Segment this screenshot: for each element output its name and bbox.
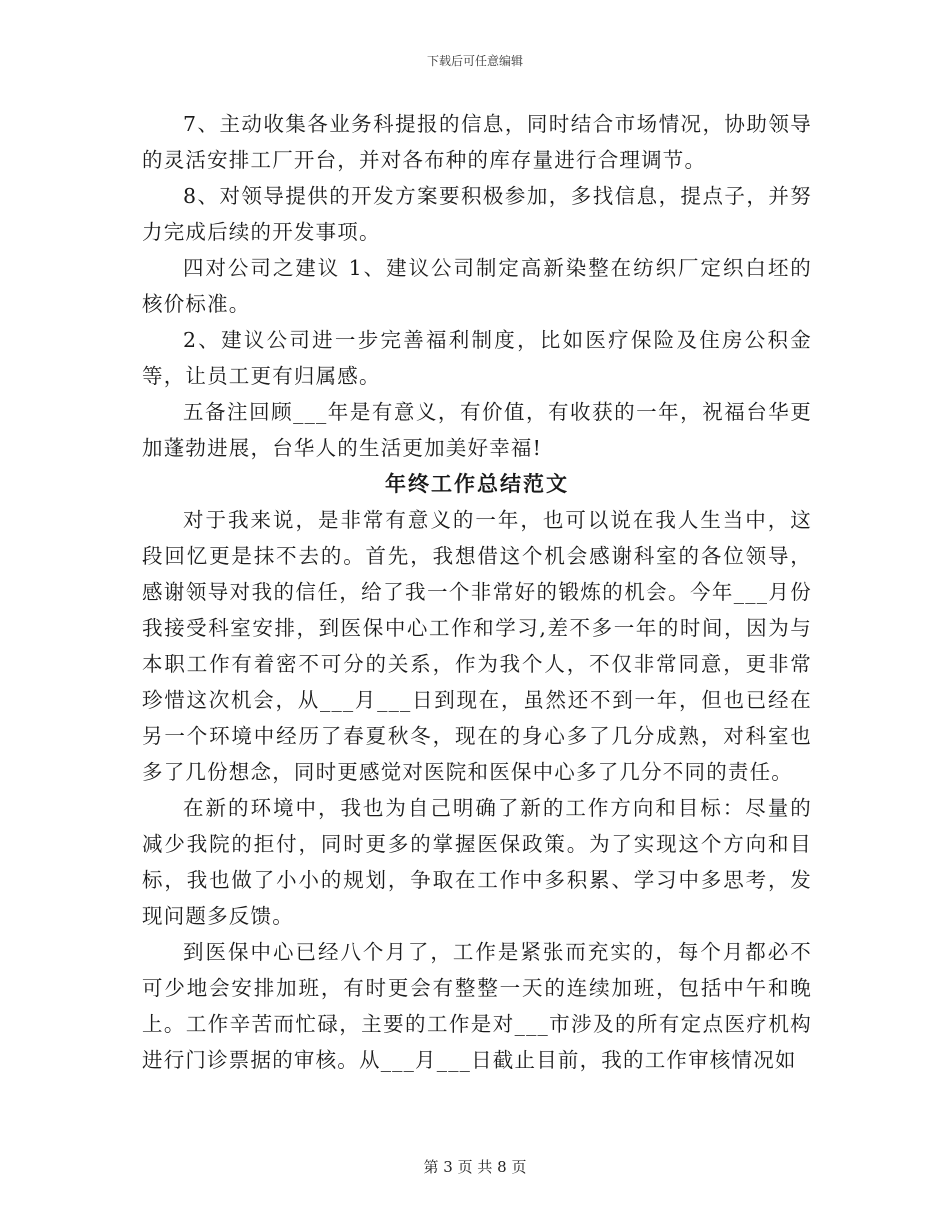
page-header: 下载后可任意编辑 (426, 54, 523, 68)
paragraph-suggestion-1: 四对公司之建议 1、建议公司制定高新染整在纺织厂定织白坯的核价标准。 (142, 256, 812, 316)
document-body (142, 106, 812, 1078)
paragraph-item-8: 8、对领导提供的开发方案要积极参加，多找信息，提点子，并努力完成后续的开发事项。 (142, 184, 812, 244)
paragraph-work: 到医保中心已经八个月了，工作是紧张而充实的，每个月都必不可少地会安排加班，有时更会有整整一天的连续加班，包括中午和晚上。工作辛苦而忙碌，主要的工作是对___市涉及的所有定点医疗机构进行门诊票据的审核。从___月___日截止目前，我的工作审核情况如 (142, 940, 812, 1072)
paragraph-item-7: 7、主动收集各业务科提报的信息，同时结合市场情况，协助领导的灵活安排工厂开台，并对各布种的库存量进行合理调节。 (142, 112, 812, 172)
paragraph-suggestion-2: 2、建议公司进一步完善福利制度，比如医疗保险及住房公积金等，让员工更有归属感。 (142, 328, 812, 388)
page-footer: 第 3 页 共 8 页 (423, 1158, 527, 1176)
paragraph-intro: 对于我来说，是非常有意义的一年，也可以说在我人生当中，这段回忆更是抹不去的。首先，我想借这个机会感谢科室的各位领导，感谢领导对我的信任，给了我一个非常好的锻炼的机会。今年___月份我接受科室安排，到医保中心工作和学习,差不多一年的时间，因为与本职工作有着密不可分的关系，作为我个人，不仅非常同意，更非常珍惜这次机会，从___月___日到现在，虽然还不到一年，但也已经在另一个环境中经历了春夏秋冬，现在的身心多了几分成熟，对科室也多了几份想念，同时更感觉对医院和医保中心多了几分不同的责任。 (142, 508, 812, 784)
paragraph-goals: 在新的环境中，我也为自己明确了新的工作方向和目标：尽量的减少我院的拒付，同时更多的掌握医保政策。为了实现这个方向和目标，我也做了小小的规划，争取在工作中多积累、学习中多思考，发现问题多反馈。 (142, 796, 812, 928)
section-title: 年终工作总结范文 (385, 472, 569, 496)
paragraph-remarks: 五备注回顾___年是有意义，有价值，有收获的一年，祝福台华更加蓬勃进展，台华人的生活更加美好幸福! (142, 400, 812, 460)
